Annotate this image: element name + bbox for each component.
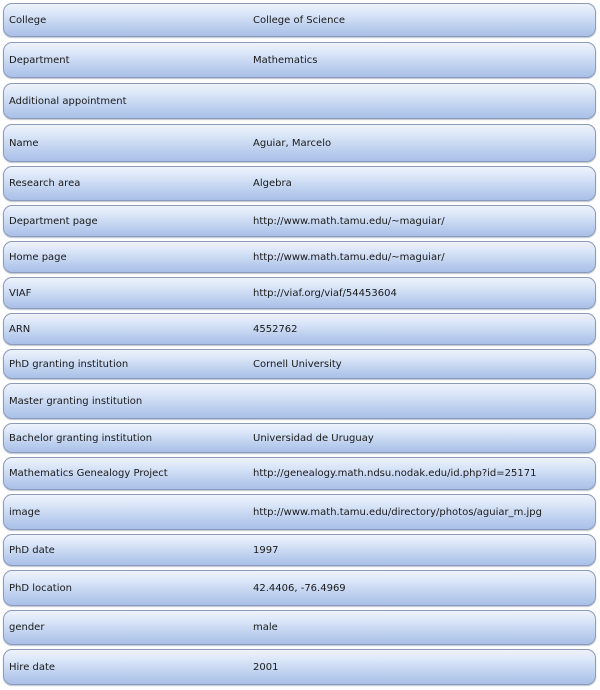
row-value: 2001	[253, 661, 279, 673]
row-value: Cornell University	[253, 358, 342, 370]
row-label: Bachelor granting institution	[9, 432, 153, 444]
row-value: Algebra	[253, 178, 292, 189]
row-value: Mathematics	[253, 54, 318, 66]
row-label: Department page	[9, 215, 98, 227]
row-value: male	[253, 622, 278, 633]
row-image	[3, 494, 596, 530]
row-label: ARN	[9, 323, 31, 335]
row-research-area	[3, 166, 596, 201]
row-label: PhD granting institution	[9, 358, 129, 370]
row-department	[3, 42, 596, 78]
row-value[interactable]: http://www.math.tamu.edu/~maguiar/	[253, 215, 445, 227]
row-value: 1997	[253, 544, 279, 556]
row-viaf	[3, 277, 596, 309]
row-additional-appointment	[3, 83, 596, 119]
row-label: VIAF	[9, 287, 32, 299]
row-label: PhD date	[9, 544, 55, 556]
row-phd-granting-institution	[3, 349, 596, 379]
row-label: Hire date	[9, 661, 56, 673]
row-value[interactable]: http://genealogy.math.ndsu.nodak.edu/id.php?id=25171	[253, 468, 537, 479]
row-label: Research area	[9, 178, 81, 189]
row-value: College of Science	[253, 14, 346, 26]
row-home-page	[3, 241, 596, 273]
row-gender	[3, 610, 596, 645]
row-phd-location	[3, 570, 596, 606]
row-value: Aguiar, Marcelo	[253, 137, 332, 149]
row-label: Additional appointment	[9, 95, 127, 107]
row-label: Master granting institution	[9, 395, 143, 407]
row-value[interactable]: http://www.math.tamu.edu/directory/photos/aguiar_m.jpg	[253, 506, 543, 518]
row-label: Name	[9, 137, 39, 149]
row-label: Department	[9, 54, 70, 66]
row-master-granting-institution	[3, 383, 596, 419]
row-label: Home page	[9, 251, 67, 263]
row-bachelor-granting-institution	[3, 423, 596, 453]
row-phd-date	[3, 534, 596, 566]
row-college	[3, 3, 596, 37]
row-name	[3, 124, 596, 162]
row-label: gender	[9, 622, 45, 633]
row-hire-date	[3, 649, 596, 685]
row-mathematics-genealogy-project	[3, 457, 596, 490]
row-value[interactable]: http://viaf.org/viaf/54453604	[253, 287, 397, 299]
row-label: PhD location	[9, 582, 72, 594]
row-value[interactable]: http://www.math.tamu.edu/~maguiar/	[253, 251, 445, 263]
row-value: Universidad de Uruguay	[253, 432, 374, 444]
row-label: image	[9, 506, 41, 518]
row-label: Mathematics Genealogy Project	[9, 468, 168, 479]
row-value: 42.4406, -76.4969	[253, 582, 346, 594]
row-arn	[3, 313, 596, 345]
row-value: 4552762	[253, 323, 298, 335]
row-department-page	[3, 205, 596, 237]
row-label: College	[9, 14, 47, 26]
